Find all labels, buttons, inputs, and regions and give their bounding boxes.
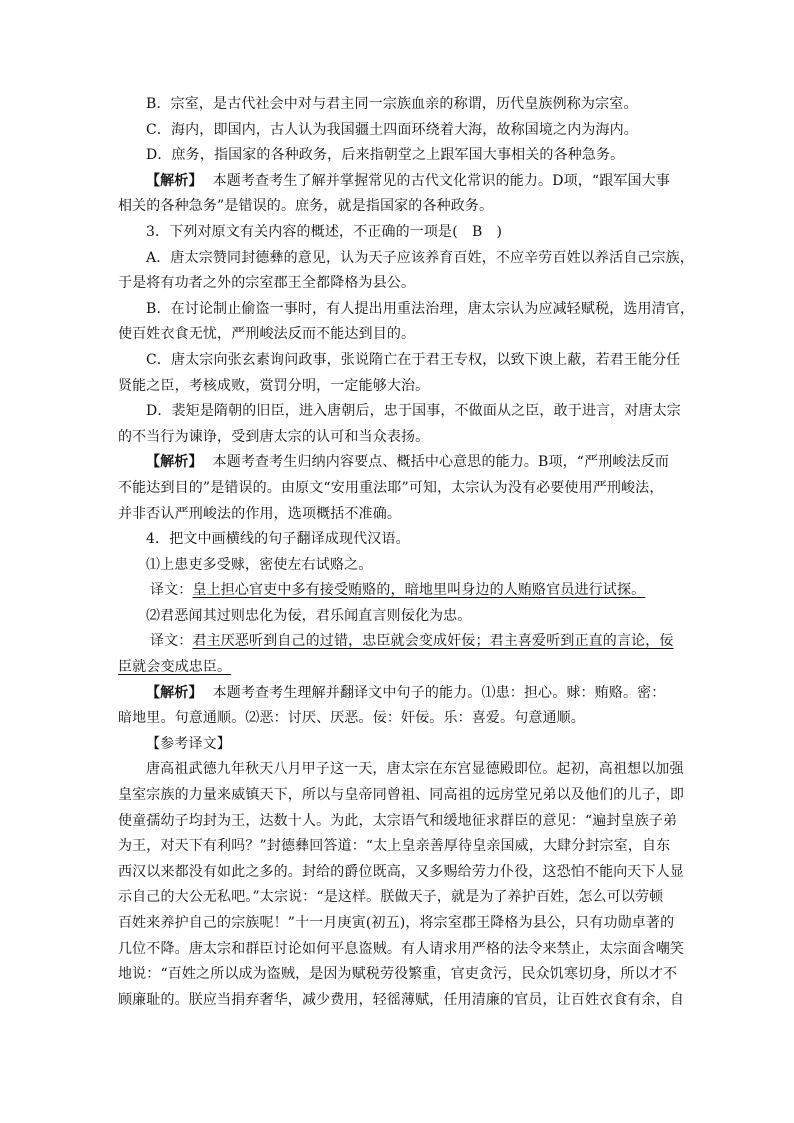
q2-option-d: D．庶务，指国家的各种政务，后来指朝堂之上跟军国大事相关的各种急务。 <box>146 147 625 164</box>
q2-analysis-line <box>118 169 678 195</box>
reference-line: 唐高祖武德九年秋天八月甲子这一天，唐太宗在东宫显德殿即位。起初，高祖想以加强 <box>146 761 684 778</box>
q4-analysis-line: 暗地里。句意通顺。⑵恶：讨厌、厌恶。佞：奸佞。乐：喜爱。句意通顺。 <box>118 710 585 727</box>
q4-sentence-2: ⑵君恶闻其过则忠化为佞，君乐闻直言则佞化为忠。 <box>146 607 472 624</box>
q3-option-a: A．唐太宗赞同封德彝的意见，认为天子应该养育百姓，不应辛劳百姓以养活自己宗族， <box>146 249 694 266</box>
q3-analysis-line: 不能达到目的”是错误的。由原文“安用重法耶”可知，太宗认为没有必要使用严刑峻法， <box>118 479 664 496</box>
q3-option-d-cont: 的不当行为谏诤，受到唐太宗的认可和当众表扬。 <box>118 428 430 445</box>
translation-label: 译文： <box>150 633 193 650</box>
reference-line: 使童孺幼子均封为王，达数十人。为此，太宗语气和缓地征求群臣的意见：“遍封皇族子弟 <box>118 812 678 829</box>
reference-line: 西汉以来都没有如此之多的。封给的爵位既高，又多赐给劳力仆役，这恐怕不能向天下人显 <box>118 863 684 880</box>
reference-line: 皇室宗族的力量来威镇天下，所以与皇帝同曾祖、同高祖的远房堂兄弟以及他们的儿子，即 <box>118 787 684 804</box>
reference-heading: 【参考译文】 <box>146 735 231 752</box>
q4-translation-1 <box>118 578 678 604</box>
translation-text: 臣就会变成忠臣。 <box>118 659 232 676</box>
analysis-tag: 【解析】 <box>146 172 203 189</box>
analysis-tag: 【解析】 <box>146 454 203 471</box>
q4-translation-2-cont <box>118 655 678 681</box>
analysis-tag: 【解析】 <box>146 684 203 701</box>
translation-text: 君主厌恶听到自己的过错，忠臣就会变成奸佞；君主喜爱听到正直的言论，佞 <box>192 633 674 650</box>
q3-option-a-cont: 于是将有功者之外的宗室郡王全都降格为县公。 <box>118 275 416 292</box>
q3-analysis-line: 并非否认严刑峻法的作用，选项概括不准确。 <box>118 505 401 522</box>
q4-translation-2 <box>118 629 678 655</box>
analysis-text: 本题考查考生了解并掌握常见的古代文化常识的能力。D项，“跟军国大事 <box>212 172 670 189</box>
reference-line: 百姓来养护自己的宗族呢！”十一月庚寅(初五)，将宗室郡王降格为县公，只有功勋卓著的 <box>118 915 675 931</box>
analysis-text: 本题考查考生理解并翻译文中句子的能力。⑴患：担心。赇：贿赂。密： <box>212 684 666 701</box>
q3-stem: 3．下列对原文有关内容的概述，不正确的一项是( B ) <box>146 223 503 240</box>
reference-line: 为王，对天下有利吗？”封德彝回答道：“太上皇亲善厚待皇亲国威，大肆分封宗室，自东 <box>118 838 671 855</box>
q3-option-b-cont: 使百姓衣食无忧，严刑峻法反而不能达到目的。 <box>118 326 416 343</box>
reference-line: 示自己的大公无私吧。”太宗说：“是这样。朕做天子，就是为了养护百姓，怎么可以劳顿 <box>118 889 664 906</box>
translation-text: 皇上担心官吏中多有接受贿赂的，暗地里叫身边的人贿赂官员进行试探。 <box>192 582 646 599</box>
reference-line: 几位不降。唐太宗和群臣讨论如何平息盗贼。有人请求用严格的法令来禁止，太宗面含嘲笑 <box>118 940 684 957</box>
q4-stem: 4．把文中画横线的句子翻译成现代汉语。 <box>146 531 410 548</box>
translation-label: 译文： <box>150 582 193 599</box>
q2-option-c: C．海内，即国内，古人认为我国疆土四面环绕着大海，故称国境之内为海内。 <box>146 121 638 138</box>
q3-option-b: B．在讨论制止偷盗一事时，有人提出用重法治理，唐太宗认为应减轻赋税，选用清官， <box>146 300 695 317</box>
q3-option-c: C．唐太宗向张玄素询问政事，张说隋亡在于君王专权，以致下谀上蔽，若君王能分任 <box>146 351 681 368</box>
q2-option-b: B．宗室，是古代社会中对与君主同一宗族血亲的称谓，历代皇族例称为宗室。 <box>146 96 638 112</box>
document-page <box>118 92 695 1013</box>
reference-line: 地说：“百姓之所以成为盗贼，是因为赋税劳役繁重，官吏贪污，民众饥寒切身，所以才不 <box>118 966 678 983</box>
q2-analysis-line: 相关的各种急务”是错误的。庶务，就是指国家的各种政务。 <box>118 198 494 215</box>
q3-option-c-cont: 贤能之臣，考核成败，赏罚分明，一定能够大治。 <box>118 377 430 394</box>
analysis-text: 本题考查考生归纳内容要点、概括中心意思的能力。B项，“严刑峻法反而 <box>212 454 670 471</box>
reference-line: 顾廉耻的。朕应当捐弃奢华，减少费用，轻徭薄赋，任用清廉的官员，让百姓衣食有余，自 <box>118 991 684 1008</box>
q3-option-d: D．裴矩是隋朝的旧臣，进入唐朝后，忠于国事，不做面从之臣，敢于进言，对唐太宗 <box>146 403 681 420</box>
q4-sentence-1: ⑴上患吏多受赇，密使左右试赂之。 <box>146 556 373 573</box>
q3-analysis-line <box>118 450 678 476</box>
q4-analysis-line <box>118 681 678 707</box>
